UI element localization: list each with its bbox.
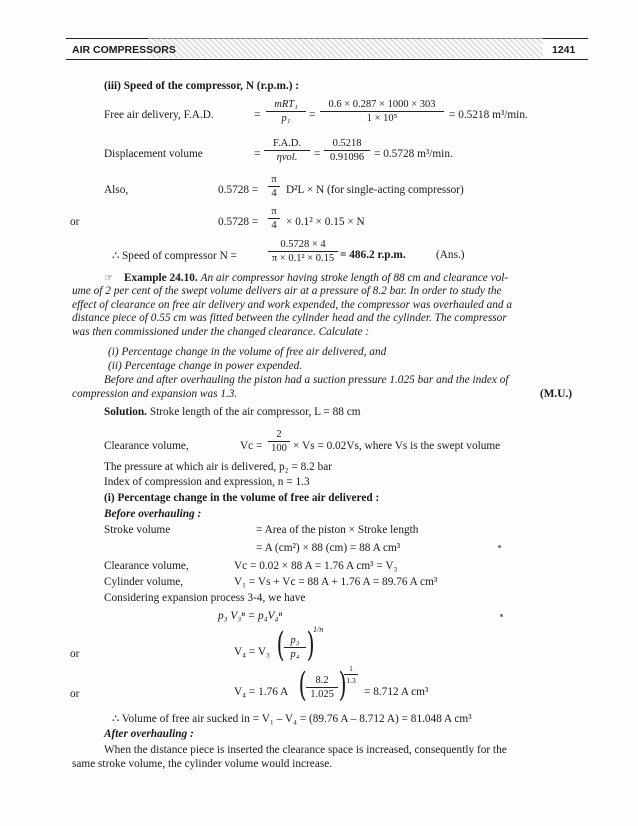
example-line-1	[72, 272, 584, 285]
right-paren-1: )	[306, 625, 315, 665]
disp-frac1-den: ηvol.	[276, 152, 298, 163]
clearance-den: 100	[271, 443, 287, 454]
fad-fraction-2	[320, 99, 444, 124]
example-line-2: ume of 2 per cent of the swept volume delivers air at a pressure of 8.2 bar. In order to study the	[72, 285, 502, 298]
scan-speck	[498, 545, 501, 548]
example-line-text-1: An air compressor having stroke length of 88 cm and clearance vol-	[200, 272, 509, 284]
cylinder-volume-label: Cylinder volume,	[104, 576, 184, 588]
example-label: Example 24.10.	[124, 272, 198, 284]
stroke-volume-eq-1: = Area of the piston × Stroke length	[256, 524, 419, 536]
stroke-volume-eq-2: = A (cm²) × 88 (cm) = 88 A cm³	[256, 542, 401, 554]
disp-frac2-den: 0.91096	[329, 152, 365, 163]
p4-value: p₄	[290, 649, 300, 660]
header-pattern	[148, 38, 543, 58]
clearance-label: Clearance volume,	[104, 440, 189, 452]
exp-num: 1	[344, 664, 358, 675]
v4-lhs: V₄ = V₃	[234, 646, 271, 658]
p3-over-p4-fraction	[284, 635, 306, 660]
clearance-lhs: Vc =	[240, 440, 263, 452]
disp-equals-2: =	[314, 148, 321, 160]
exp-den: 1.3	[346, 676, 356, 685]
pi-symbol-2: π	[268, 206, 280, 219]
speed-fraction	[268, 239, 338, 264]
example-item-2: (ii) Percentage change in power expended.	[108, 360, 303, 372]
clearance-volume-label: Clearance volume,	[104, 560, 189, 572]
fad-result: = 0.5218 m³/min.	[449, 109, 528, 121]
four-value-2: 4	[271, 220, 277, 231]
speed-label: ∴ Speed of compressor N =	[112, 250, 237, 262]
pi-over-4-fraction-2	[268, 206, 280, 231]
disp-fraction-1	[264, 138, 310, 163]
speed-ans: (Ans.)	[436, 249, 465, 261]
left-paren-1: (	[276, 625, 285, 665]
header-title: AIR COMPRESSORS	[72, 44, 176, 56]
speed-num: 0.5728 × 4	[268, 239, 338, 252]
or-lhs: 0.5728 =	[218, 216, 259, 228]
exponent-1-over-n: 1/n	[313, 625, 324, 634]
example-line-5: was then commissioned under the changed clearance. Calculate :	[72, 325, 370, 338]
right-paren-2: )	[338, 665, 347, 705]
also-rhs: D²L × N (for single-acting compressor)	[286, 184, 464, 196]
pointing-hand-icon: ☞	[104, 273, 113, 284]
after-line-2: same stroke volume, the cylinder volume would increase.	[72, 758, 333, 770]
v4-result: = 8.712 A cm³	[364, 686, 429, 698]
or-label-3: or	[70, 688, 80, 700]
fad-frac1-den: p₁	[281, 113, 291, 124]
considering-text: Considering expansion process 3-4, we have	[104, 592, 306, 604]
v4-lhs-2: V₄ = 1.76 A	[234, 686, 289, 698]
clearance-rhs: × Vs = 0.02Vs, where Vs is the swept volume	[293, 440, 501, 452]
part-i-heading: (i) Percentage change in the volume of free air delivered :	[104, 492, 380, 504]
or-rhs: × 0.1² × 0.15 × N	[286, 216, 365, 228]
scan-speck-2	[500, 614, 503, 617]
ratio-num: 8.2	[306, 675, 338, 688]
page-number: 1241	[552, 44, 576, 56]
disp-fraction-2	[324, 138, 370, 163]
pressure-ratio-fraction	[306, 675, 338, 700]
p3-value: p₃	[284, 635, 306, 648]
example-text	[72, 272, 584, 339]
after-overhauling-heading: After overhauling :	[104, 728, 194, 740]
also-lhs: 0.5728 =	[218, 184, 259, 196]
fad-frac1-num: mRT₁	[266, 99, 306, 112]
disp-equals: =	[254, 148, 261, 160]
fad-fraction-1	[266, 99, 306, 124]
considering-line	[104, 592, 305, 604]
example-item-1: (i) Percentage change in the volume of free air delivered, and	[108, 346, 387, 358]
exponent-fraction	[344, 664, 358, 685]
ratio-den: 1.025	[310, 689, 334, 700]
example-line-3: effect of clearance on free air delivery and work expended, the compressor was overhauled and a	[72, 298, 513, 311]
clearance-num: 2	[268, 429, 290, 442]
pi-symbol: π	[268, 174, 280, 187]
stroke-volume-label: Stroke volume	[104, 524, 171, 536]
solution-stroke: Stroke length of the air compressor, L = 88 cm	[149, 406, 361, 418]
disp-frac1-num: F.A.D.	[264, 138, 310, 151]
fad-sucked-line: ∴ Volume of free air sucked in = V₁ – V₄ = (89.76 A – 8.712 A) = 81.048 A cm³	[112, 713, 472, 725]
left-paren-2: (	[298, 665, 307, 705]
speed-den: π × 0.1² × 0.15	[271, 253, 335, 264]
cylinder-volume-eq: V₁ = Vs + Vc = 88 A + 1.76 A = 89.76 A cm³	[234, 576, 438, 588]
clearance-volume-eq: Vc = 0.02 × 88 A = 1.76 A cm³ = V₃	[234, 560, 398, 572]
fad-frac2-num: 0.6 × 0.287 × 1000 × 303	[320, 99, 444, 112]
solution-line	[104, 406, 361, 418]
or-label-1: or	[70, 216, 80, 228]
pressure-line: The pressure at which air is delivered, p₂ = 8.2 bar	[104, 461, 333, 473]
speed-heading: (iii) Speed of the compressor, N (r.p.m.) :	[104, 80, 300, 92]
solution-label: Solution.	[104, 406, 148, 418]
speed-result: = 486.2 r.p.m.	[340, 249, 406, 261]
fad-frac2-den: 1 × 10⁵	[366, 113, 398, 124]
pi-over-4-fraction	[268, 174, 280, 199]
after-line-1: When the distance piece is inserted the clearance space is increased, consequently for the	[104, 744, 507, 756]
example-before-line-1: Before and after overhauling the piston had a suction pressure 1.025 bar and the index of	[104, 374, 509, 386]
disp-label: Displacement volume	[104, 148, 203, 160]
four-value: 4	[271, 188, 277, 199]
disp-result: = 0.5728 m³/min.	[374, 148, 453, 160]
example-line-4: distance piece of 0.55 cm was fitted between the cylinder head and the cylinder. The compressor	[72, 312, 507, 325]
also-label: Also,	[104, 184, 129, 196]
clearance-fraction	[268, 429, 290, 454]
or-label-2: or	[70, 648, 80, 660]
disp-frac2-num: 0.5218	[324, 138, 370, 151]
process-equation: p₃ V₃ⁿ = p₄V₄ⁿ	[218, 610, 283, 622]
fad-label: Free air delivery, F.A.D.	[104, 109, 214, 121]
example-source: (M.U.)	[540, 388, 572, 400]
fad-equals-2: =	[309, 109, 316, 121]
example-before-line-2: compression and expansion was 1.3.	[72, 388, 238, 400]
index-line: Index of compression and expression, n = 1.3	[104, 476, 310, 488]
before-overhauling-heading: Before overhauling :	[104, 508, 202, 520]
fad-equals: =	[254, 109, 261, 121]
